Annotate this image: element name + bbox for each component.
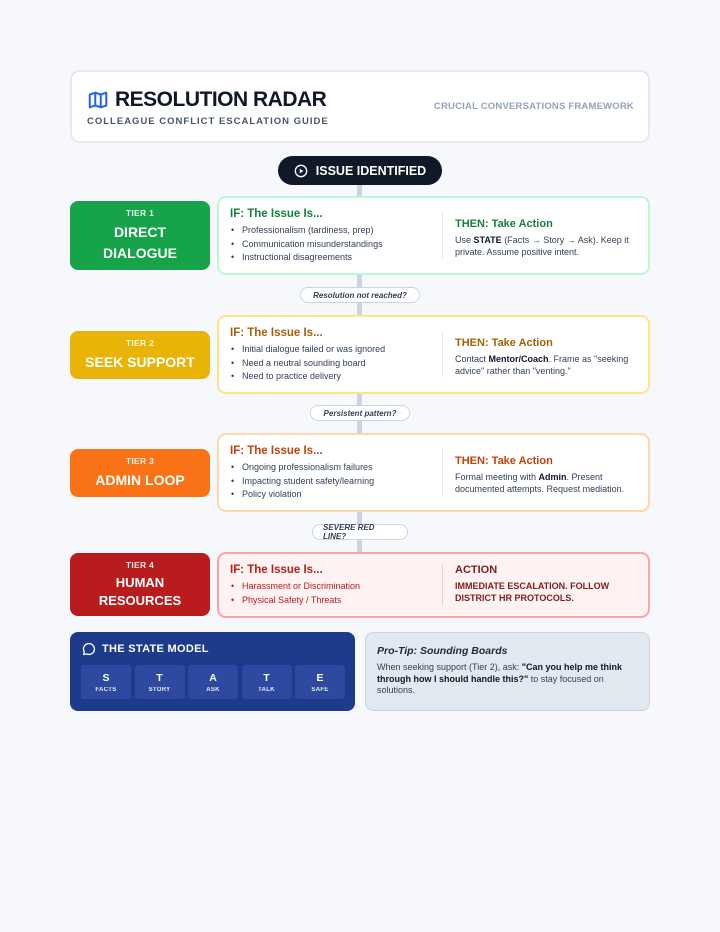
list-item: • Communication misunderstandings bbox=[230, 238, 435, 252]
issue-identified-node bbox=[278, 156, 442, 185]
then-title: THEN: Take Action bbox=[455, 337, 553, 349]
list-item: • Need a neutral sounding board bbox=[230, 357, 435, 371]
tier-1-box bbox=[70, 201, 210, 270]
tier-number: TIER 3 bbox=[125, 455, 155, 466]
column-divider bbox=[442, 212, 443, 258]
page-subtitle: COLLEAGUE CONFLICT ESCALATION GUIDE bbox=[87, 116, 329, 127]
state-letter-box: T TALK bbox=[242, 665, 292, 699]
then-title: THEN: Take Action bbox=[455, 455, 553, 467]
list-item: • Professionalism (tardiness, prep) bbox=[230, 224, 435, 238]
tier-4-box bbox=[70, 553, 210, 616]
then-column bbox=[455, 564, 643, 604]
list-item: • Instructional disagreements bbox=[230, 251, 435, 265]
column-divider bbox=[442, 449, 443, 495]
state-letters bbox=[81, 665, 349, 699]
map-icon bbox=[87, 89, 109, 111]
list-item: • Impacting student safety/learning bbox=[230, 475, 435, 489]
tier-name: HUMAN RESOURCES bbox=[98, 574, 182, 608]
tier-name: ADMIN LOOP bbox=[95, 471, 185, 488]
issue-list bbox=[230, 580, 435, 607]
list-item: • Physical Safety / Threats bbox=[230, 594, 435, 608]
chat-bubble-icon bbox=[82, 642, 96, 656]
tier-1-card bbox=[217, 196, 650, 275]
play-circle-icon bbox=[294, 164, 308, 178]
if-title: IF: The Issue Is... bbox=[230, 208, 323, 220]
list-item: • Initial dialogue failed or was ignored bbox=[230, 343, 435, 357]
list-item: • Ongoing professionalism failures bbox=[230, 461, 435, 475]
tier-3-card bbox=[217, 433, 650, 512]
action-text: Contact Mentor/Coach. Frame as "seeking advice" rather than "venting." bbox=[455, 354, 629, 376]
tier-number: TIER 2 bbox=[125, 337, 155, 348]
tier-2-card bbox=[217, 315, 650, 394]
tier-3-box bbox=[70, 449, 210, 497]
action-text: Formal meeting with Admin. Present documented attempts. Request mediation. bbox=[455, 472, 625, 494]
transition-pill-1: Resolution not reached? bbox=[300, 287, 420, 303]
state-model-card bbox=[70, 632, 355, 711]
if-title: IF: The Issue Is... bbox=[230, 445, 323, 457]
state-letter-box: E SAFE bbox=[295, 665, 345, 699]
pro-tip-text: When seeking support (Tier 2), ask: "Can you help me think through how I should handle this?" to stay focused on solutions. bbox=[377, 662, 623, 695]
if-title: IF: The Issue Is... bbox=[230, 564, 323, 576]
tier-2-box bbox=[70, 331, 210, 379]
tier-number: TIER 1 bbox=[125, 207, 155, 218]
state-letter-box: A ASK bbox=[188, 665, 238, 699]
title-row bbox=[87, 88, 326, 112]
list-item: • Policy violation bbox=[230, 488, 435, 502]
if-column bbox=[230, 208, 435, 265]
issue-list bbox=[230, 224, 435, 265]
list-item: • Harassment or Discrimination bbox=[230, 580, 435, 594]
if-title: IF: The Issue Is... bbox=[230, 327, 323, 339]
then-title: THEN: Take Action bbox=[455, 218, 553, 230]
framework-label: CRUCIAL CONVERSATIONS FRAMEWORK bbox=[433, 101, 634, 112]
list-item: • Need to practice delivery bbox=[230, 370, 435, 384]
tier-4-card bbox=[217, 552, 650, 618]
if-column bbox=[230, 564, 435, 607]
then-title: ACTION bbox=[455, 564, 498, 576]
state-model-title: THE STATE MODEL bbox=[82, 642, 209, 656]
transition-pill-2: Persistent pattern? bbox=[310, 405, 410, 421]
header-card bbox=[70, 70, 650, 143]
issue-list bbox=[230, 461, 435, 502]
issue-identified-label: ISSUE IDENTIFIED bbox=[315, 163, 427, 178]
tier-name: DIRECT DIALOGUE bbox=[103, 223, 177, 261]
state-letter-box: S FACTS bbox=[81, 665, 131, 699]
tier-number: TIER 4 bbox=[125, 559, 155, 570]
page-title: RESOLUTION RADAR bbox=[115, 88, 327, 111]
action-text: IMMEDIATE ESCALATION. FOLLOW DISTRICT HR PROTOCOLS. bbox=[455, 581, 610, 603]
column-divider bbox=[442, 331, 443, 377]
tier-name: SEEK SUPPORT bbox=[85, 353, 195, 370]
state-letter-box: T STORY bbox=[135, 665, 185, 699]
then-column bbox=[455, 455, 643, 495]
if-column bbox=[230, 327, 435, 384]
transition-pill-3: SEVERE RED LINE? bbox=[312, 524, 408, 540]
then-column bbox=[455, 218, 643, 258]
issue-list bbox=[230, 343, 435, 384]
column-divider bbox=[442, 564, 443, 606]
pro-tip-card bbox=[365, 632, 650, 711]
if-column bbox=[230, 445, 435, 502]
action-text: Use STATE (Facts → Story → Ask). Keep it private. Assume positive intent. bbox=[455, 235, 629, 257]
then-column bbox=[455, 337, 643, 377]
pro-tip-title: Pro-Tip: Sounding Boards bbox=[377, 645, 508, 657]
